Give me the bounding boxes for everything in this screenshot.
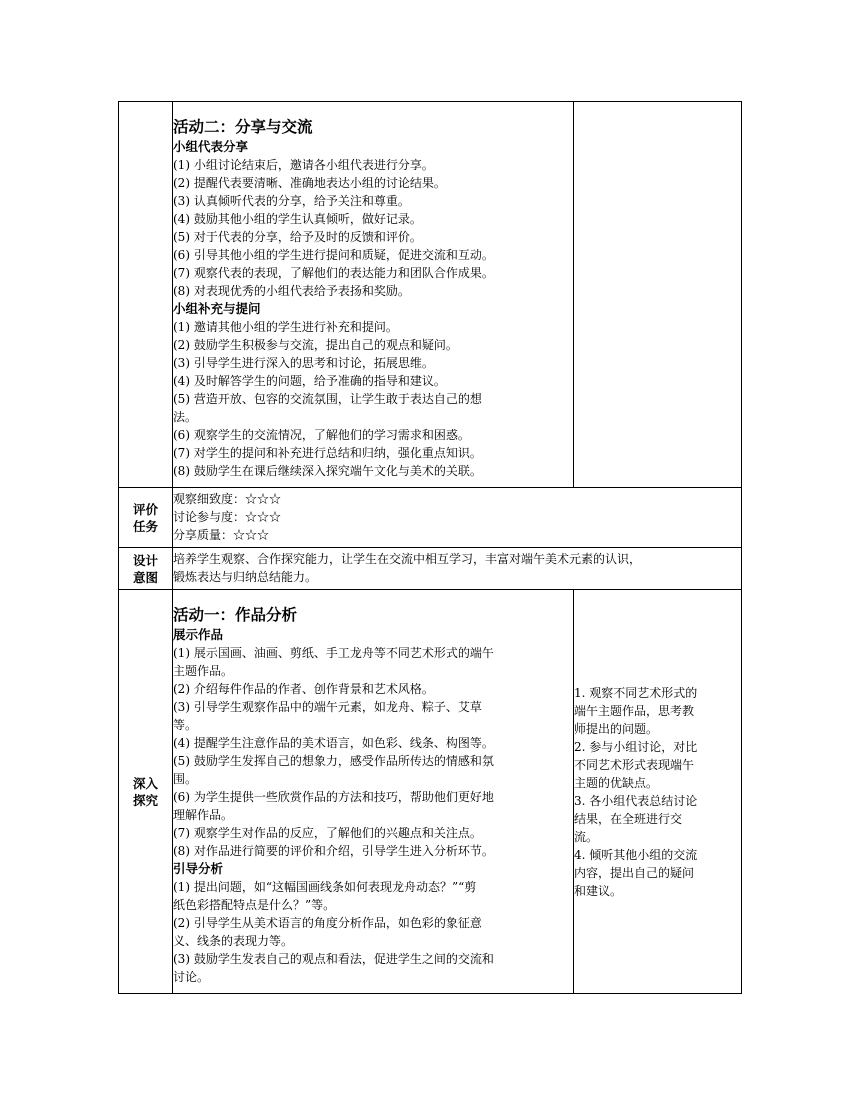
text-line: (8) 鼓励学生在课后继续深入探究端午文化与美术的关联。 [173,464,482,478]
section-title: 展示作品 [173,627,224,642]
share-list [173,156,573,300]
text-line: (2) 介绍每件作品的作者、创作背景和艺术风格。 [173,682,434,696]
text-line: (8) 对表现优秀的小组代表给予表扬和奖励。 [173,284,410,298]
text-line: (3) 引导学生观察作品中的端午元素，如龙舟、粽子、艾草 [173,700,482,714]
text-line: 围。 [173,772,198,786]
text-line: 讨论参与度：☆☆☆ [173,510,282,524]
text-line: 义、线条的表现力等。 [173,934,294,948]
text-line: (7) 观察学生对作品的反应，了解他们的兴趣点和关注点。 [173,826,482,840]
evaluation-row [119,488,742,548]
text-line: (6) 引导其他小组的学生进行提问和质疑，促进交流和互动。 [173,248,494,262]
text-line: (4) 及时解答学生的问题，给予准确的指导和建议。 [173,374,446,388]
text-line: (1) 邀请其他小组的学生进行补充和提问。 [173,320,398,334]
text-line: (3) 鼓励学生发表自己的观点和看法，促进学生之间的交流和 [173,952,494,966]
text-line: 不同艺术形式表现端午 [574,757,695,772]
evaluation-label [119,488,173,548]
student-activity-list [574,684,741,900]
text-line: 内容，提出自己的疑问 [574,865,695,880]
activity-title: 活动一：作品分析 [173,606,298,624]
text-line: (3) 认真倾听代表的分享，给予关注和尊重。 [173,194,410,208]
activity-two-content [173,102,574,488]
activity-title: 活动二：分享与交流 [173,118,313,136]
inquiry-row [119,590,742,994]
text-line: 4. 倾听其他小组的交流 [574,847,698,862]
analysis-list [173,878,573,986]
text-line: 分享质量：☆☆☆ [173,528,270,542]
text-line: (2) 引导学生从美术语言的角度分析作品，如色彩的象征意 [173,916,482,930]
student-activity-cell [574,590,742,994]
text-line: (5) 营造开放、包容的交流氛围，让学生敢于表达自己的想 [173,392,482,406]
text-line: (3) 引导学生进行深入的思考和讨论，拓展思维。 [173,356,434,370]
text-line: (2) 提醒代表要清晰、准确地表达小组的讨论结果。 [173,176,446,190]
design-content [173,548,742,590]
text-line: (2) 鼓励学生积极参与交流，提出自己的观点和疑问。 [173,338,458,352]
text-line: 师提出的问题。 [574,721,659,736]
text-line: 主题的优缺点。 [574,775,659,790]
text-line: 法。 [173,410,198,424]
activity-two-row [119,102,742,488]
design-row [119,548,742,590]
evaluation-list [173,490,741,544]
empty-side-cell [574,102,742,488]
text-line: 观察细致度：☆☆☆ [173,492,282,506]
text-line: (8) 对作品进行简要的评价和介绍，引导学生进入分析环节。 [173,844,494,858]
text-line: (4) 鼓励其他小组的学生认真倾听，做好记录。 [173,212,422,226]
label-line: 意图 [132,569,158,585]
lesson-plan-table [118,101,742,994]
supplement-list [173,318,573,480]
label-line: 任务 [132,518,158,534]
section-title: 引导分析 [173,861,224,876]
text-line: 理解作品。 [173,808,234,822]
text-line: (5) 对于代表的分享，给予及时的反馈和评价。 [173,230,422,244]
text-line: 2. 参与小组讨论，对比 [574,739,698,754]
label-line: 探究 [132,792,158,808]
text-line: 端午主题作品，思考教 [574,703,695,718]
text-line: (6) 为学生提供一些欣赏作品的方法和技巧，帮助他们更好地 [173,790,494,804]
text-line: 等。 [173,718,198,732]
text-line: (5) 鼓励学生发挥自己的想象力，感受作品所传达的情感和氛 [173,754,494,768]
text-line: (1) 提出问题，如“这幅国画线条如何表现龙舟动态？”“剪 [173,880,477,894]
text-line: 结果，在全班进行交 [574,811,683,826]
text-line: (7) 对学生的提问和补充进行总结和归纳，强化重点知识。 [173,446,482,460]
text-line: 纸色彩搭配特点是什么？”等。 [173,898,336,912]
text-line: (7) 观察代表的表现，了解他们的表达能力和团队合作成果。 [173,266,494,280]
text-line: (4) 提醒学生注意作品的美术语言，如色彩、线条、构图等。 [173,736,494,750]
text-line: 讨论。 [173,970,210,984]
design-label [119,548,173,590]
design-lines [173,550,741,586]
inquiry-label [119,590,173,994]
text-line: (1) 小组讨论结束后，邀请各小组代表进行分享。 [173,158,434,172]
label-line: 评价 [132,501,158,517]
section-title: 小组补充与提问 [173,301,261,316]
empty-label-cell [119,102,173,488]
evaluation-content [173,488,742,548]
text-line: 流。 [574,829,599,844]
text-line: 3. 各小组代表总结讨论 [574,793,698,808]
text-line: 锻炼表达与归纳总结能力。 [173,570,318,584]
text-line: 培养学生观察、合作探究能力，让学生在交流中相互学习，丰富对端午美术元素的认识， [173,552,642,566]
text-line: (6) 观察学生的交流情况，了解他们的学习需求和困惑。 [173,428,470,442]
label-line: 深入 [132,775,158,791]
section-title: 小组代表分享 [173,139,249,154]
text-line: 主题作品。 [173,664,234,678]
text-line: 和建议。 [574,883,623,898]
inquiry-content [173,590,574,994]
label-line: 设计 [132,552,158,568]
text-line: 1. 观察不同艺术形式的 [574,685,698,700]
display-list [173,644,573,860]
text-line: (1) 展示国画、油画、剪纸、手工龙舟等不同艺术形式的端午 [173,646,494,660]
